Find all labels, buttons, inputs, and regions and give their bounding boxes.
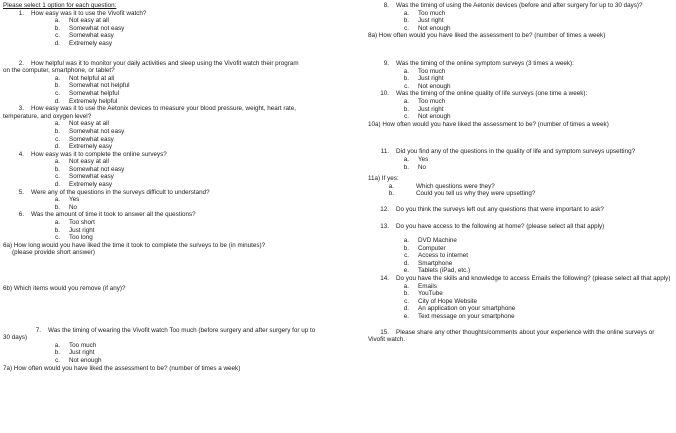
option[interactable]: c. Somewhat easy	[55, 32, 114, 40]
question-8: 8. Was the timing of using the Aetonix devices (before and after surgery for up to 30 days)? a. Too much b. Just right c. Not enough	[368, 2, 673, 32]
option[interactable]: d. Extremely easy	[54, 143, 113, 151]
option[interactable]: b. No	[54, 203, 78, 211]
question-12: 12. Do you think the surveys left out any questions that were important to ask?	[380, 205, 604, 213]
option[interactable]: b. Just right	[403, 105, 444, 113]
question-14: 14. Do you have the skills and knowledge to access Emails the following? (please select all that apply) a. Emails b. YouTube c. City of Hope Website d. An application on your smartphone e. Text message on your smartphone	[368, 275, 673, 321]
option[interactable]: a. Emails	[403, 282, 437, 290]
question-11: 11. Did you find any of the questions in the quality of life and symptom surveys upsetting? a. Yes b. No	[368, 148, 673, 171]
option[interactable]: d. Smartphone	[403, 259, 453, 267]
option[interactable]: a. Not easy at all	[54, 17, 109, 25]
question-7: 7. Was the timing of wearing the Vivofit watch Too much (before surgery and after surgery for up to 30 days) a. Too much b. Just right c. Not enough	[3, 327, 333, 365]
option[interactable]: a. Too much	[403, 97, 446, 105]
option[interactable]: c. Somewhat easy	[55, 173, 114, 181]
option[interactable]: b. Just right	[403, 17, 444, 25]
option[interactable]: b. Somewhat not easy	[54, 127, 125, 135]
question-10a: 10a) How often would you have liked the assessment to be? (number of times a week)	[368, 120, 609, 128]
option[interactable]: a. Yes	[54, 196, 80, 204]
left-column	[3, 2, 333, 372]
option[interactable]: d. An application on your smartphone	[403, 305, 516, 313]
option[interactable]: c. Somewhat helpful	[55, 89, 120, 97]
right-column	[368, 2, 673, 344]
option[interactable]: a. Not helpful at all	[54, 74, 115, 82]
question-8a: 8a) How often would you have liked the assessment to be? (number of times a week)	[368, 32, 606, 40]
question-10: 10. Was the timing of the online quality of life surveys (one time a week): a. Too much b. Just right c. Not enough	[368, 90, 673, 120]
option[interactable]: e. Text message on your smartphone	[403, 313, 515, 320]
question-6b: 6b) Which items would you remove (if any)?	[3, 285, 126, 292]
question-5: 5. Were any of the questions in the surveys difficult to understand? a. Yes b. No	[3, 189, 333, 212]
option[interactable]: a. Yes	[403, 155, 429, 163]
question-3: 3. How easy was it to use the Aetonix devices to measure your blood pressure, weight, heart rate, temperature, and oxygen level? a. Not easy at all b. Somewhat not easy c. Somewhat easy d. Extremely easy	[3, 105, 333, 151]
option[interactable]: b. Just right	[403, 75, 444, 83]
option[interactable]: c. Too long	[55, 234, 93, 242]
option[interactable]: b. Could you tell us why they were upsetting?	[388, 190, 536, 198]
option[interactable]: a. DVD Machine	[403, 237, 457, 245]
option[interactable]: b. Somewhat not easy	[54, 24, 125, 32]
option[interactable]: b. Computer	[403, 244, 446, 252]
option[interactable]: d. Extremely easy	[54, 39, 113, 47]
option[interactable]: c. Not enough	[404, 24, 451, 32]
option[interactable]: c. Not enough	[404, 82, 451, 90]
option[interactable]: b. Just right	[54, 349, 95, 357]
option[interactable]: e. Tablets (iPad, etc.)	[403, 267, 471, 275]
question-2: 2. How helpful was it to monitor your daily activities and sleep using the Vivofit watch their program on the computer, smartphone, or tablet? a. Not helpful at all b. Somewhat not helpful c. Somewhat helpful d. Extremely helpful	[3, 60, 333, 106]
option[interactable]: c. Access to internet	[404, 252, 469, 260]
question-1: 1. How easy was it to use the Vivofit watch? a. Not easy at all b. Somewhat not easy c. Somewhat easy d. Extremely easy	[3, 10, 333, 48]
question-9: 9. Was the timing of the online symptom surveys (3 times a week): a. Too much b. Just right c. Not enough	[368, 60, 673, 90]
question-7a: 7a) How often would you have liked the assessment to be? (number of times a week)	[3, 364, 241, 372]
option[interactable]: a. Which questions were they?	[388, 182, 495, 190]
option[interactable]: b. YouTube	[403, 290, 443, 298]
option[interactable]: b. Just right	[54, 226, 95, 234]
option[interactable]: a. Not easy at all	[54, 120, 109, 128]
option[interactable]: a. Not easy at all	[54, 158, 109, 166]
instructions-header: Please select 1 option for each question:	[3, 2, 117, 9]
option[interactable]: a. Too much	[403, 9, 446, 17]
option[interactable]: d. Extremely easy	[54, 181, 113, 189]
option[interactable]: c. City of Hope Website	[404, 297, 478, 305]
question-15: 15. Please share any other thoughts/comments about your experience with the online surveys or Vivofit watch.	[368, 328, 655, 344]
option[interactable]: b. Somewhat not helpful	[54, 82, 130, 90]
option[interactable]: c. Not enough	[55, 356, 102, 364]
option[interactable]: b. Somewhat not easy	[54, 165, 125, 173]
option[interactable]: b. No	[403, 163, 427, 171]
question-4: 4. How easy was it to complete the online surveys? a. Not easy at all b. Somewhat not easy c. Somewhat easy d. Extremely easy	[3, 151, 333, 189]
question-6: 6. Was the amount of time it took to answer all the questions? a. Too short b. Just right c. Too long	[3, 211, 333, 241]
option[interactable]: a. Too much	[54, 341, 97, 349]
option[interactable]: a. Too much	[403, 67, 446, 75]
option[interactable]: d. Extremely helpful	[54, 97, 118, 105]
question-11a: 11a) If yes: a. Which questions were they? b. Could you tell us why they were upsetting?	[368, 175, 673, 198]
option[interactable]: c. Somewhat easy	[55, 135, 114, 143]
option[interactable]: a. Too short	[54, 219, 95, 227]
question-6a: 6a) How long would you have liked the time it took to complete the surveys to be (in minutes)? (please provide short answer)	[3, 241, 266, 257]
option[interactable]: c. Not enough	[404, 113, 451, 121]
question-13: 13. Do you have access to the following at home? (please select all that apply) a. DVD Machine b. Computer c. Access to internet d. Smartphone e. Tablets (iPad, etc.)	[368, 223, 673, 275]
